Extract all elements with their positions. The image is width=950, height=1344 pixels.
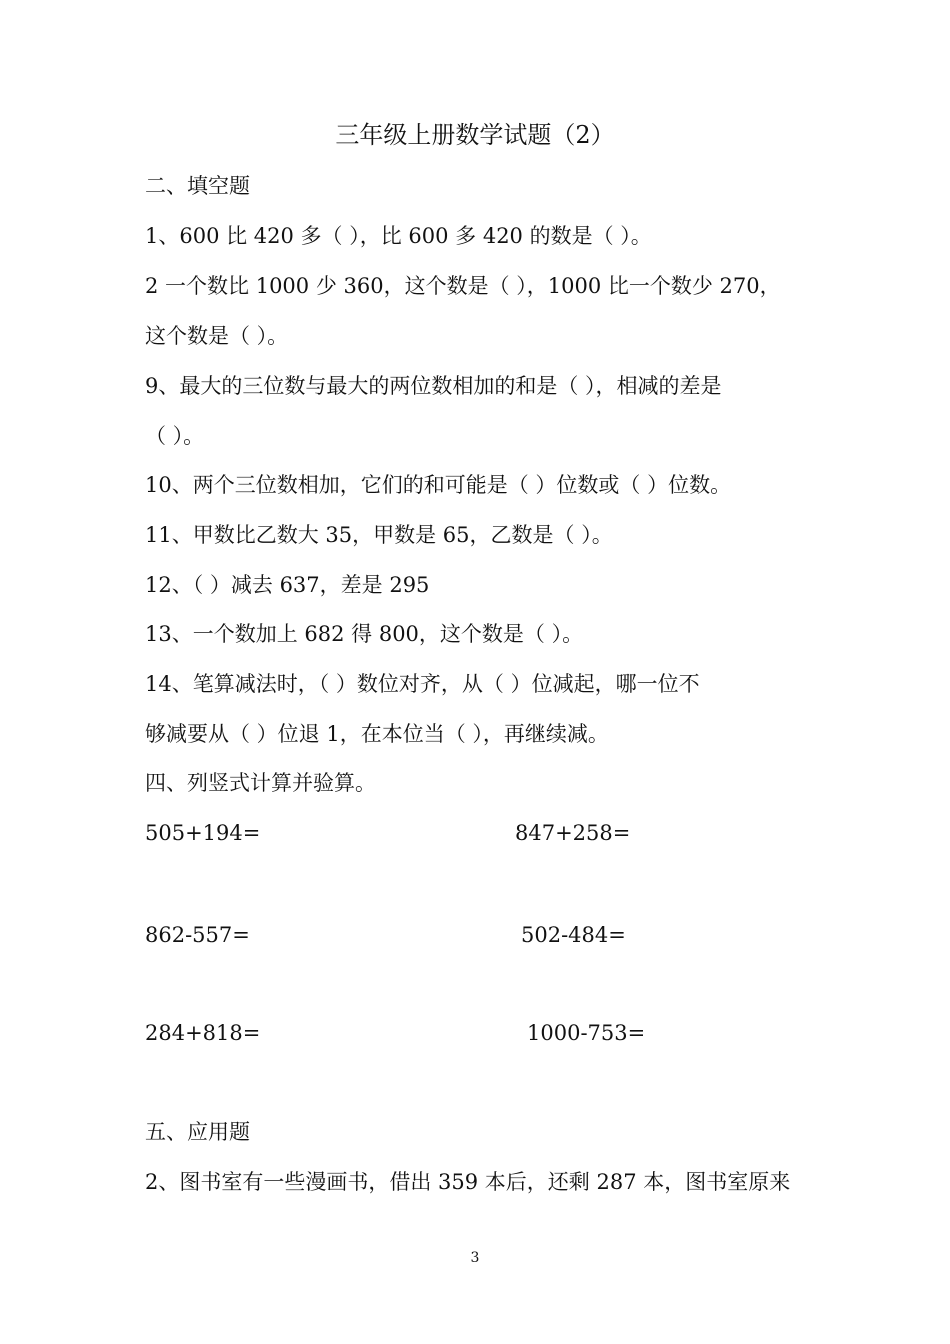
question-9-line-2: （ ）。 [145,424,205,448]
question-13: 13、一个数加上 682 得 800，这个数是（ ）。 [145,622,584,646]
question-11: 11、甲数比乙数大 35，甲数是 65，乙数是（ ）。 [145,523,613,547]
page-title: 三年级上册数学试题（2） [335,121,615,149]
question-1: 1、600 比 420 多（ ），比 600 多 420 的数是（ ）。 [145,224,652,248]
application-question-2-line-1: 2、图书室有一些漫画书，借出 359 本后，还剩 287 本，图书室原来 [145,1170,791,1194]
section-heading-vertical-calc: 四、列竖式计算并验算。 [145,771,376,795]
question-14-line-1: 14、笔算减法时，（ ）数位对齐，从（ ）位减起，哪一位不 [145,672,700,696]
question-2-line-2: 这个数是（ ）。 [145,324,289,348]
section-heading-applications: 五、应用题 [145,1120,250,1144]
section-heading-fill-blank: 二、填空题 [145,174,250,198]
page-number: 3 [470,1250,480,1266]
calc-item: 1000-753= [527,1021,646,1045]
question-12: 12、（ ）减去 637，差是 295 [145,573,430,597]
question-9-line-1: 9、最大的三位数与最大的两位数相加的和是（ ），相减的差是 [145,374,722,398]
calc-item: 284+818= [145,1021,261,1045]
question-10: 10、两个三位数相加，它们的和可能是（ ）位数或（ ）位数。 [145,473,732,497]
calc-item: 505+194= [145,821,261,845]
calc-item: 847+258= [515,821,631,845]
question-2-line-1: 2 一个数比 1000 少 360，这个数是（ ），1000 比一个数少 270， [145,274,781,298]
calc-item: 502-484= [521,923,626,947]
question-14-line-2: 够减要从（ ）位退 1，在本位当（ ），再继续减。 [145,722,609,746]
calc-item: 862-557= [145,923,250,947]
